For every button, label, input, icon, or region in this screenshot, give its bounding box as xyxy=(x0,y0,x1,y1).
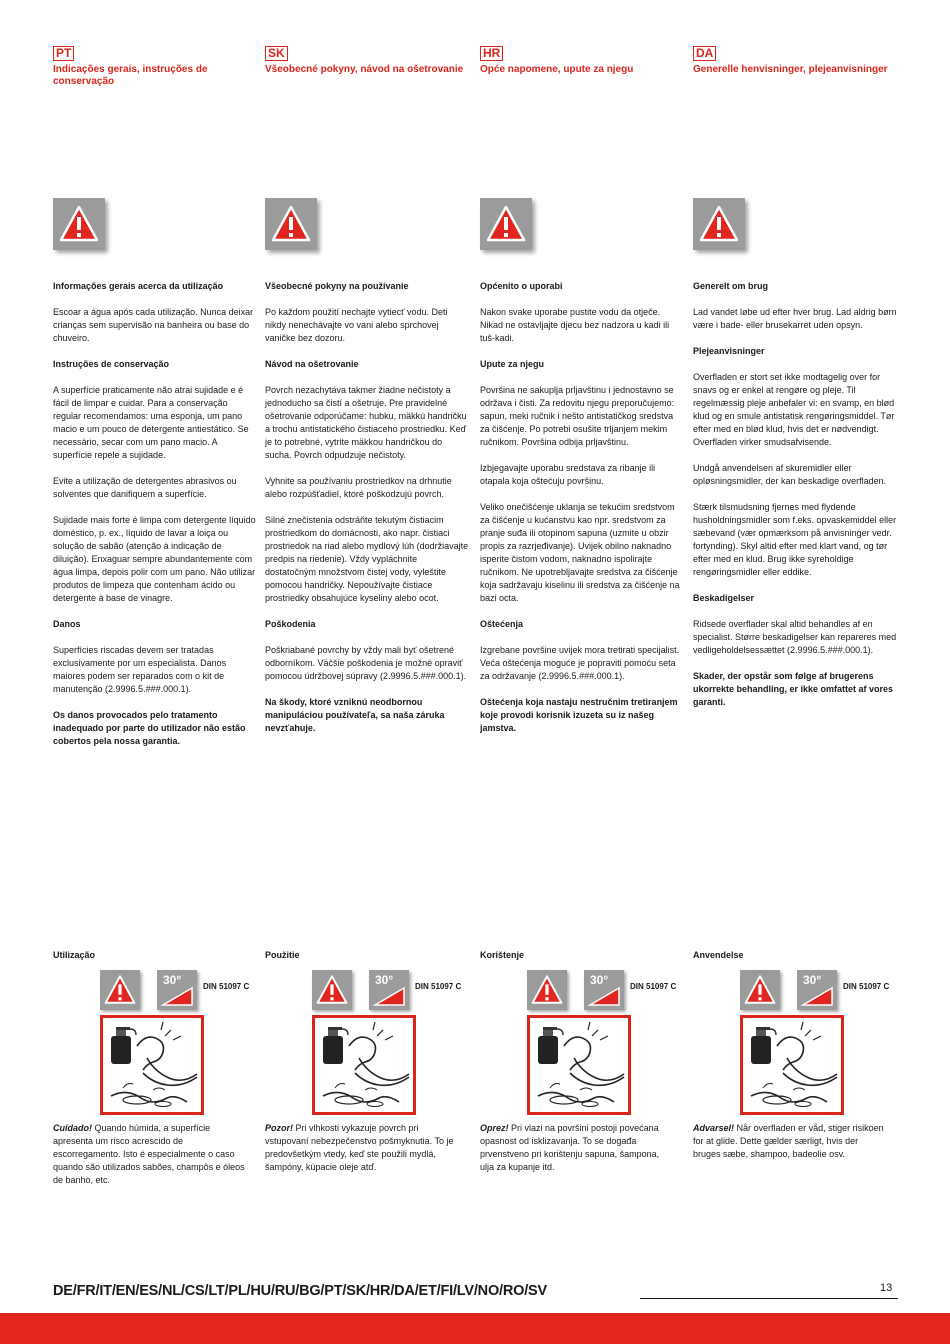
warranty-note: Os danos provocados pelo tratamento inadequado por parte do utilizador não estão cobertos pela nossa garantia. xyxy=(53,710,246,746)
language-code-badge: SK xyxy=(265,46,288,61)
section-title: Indicações gerais, instruções de conservação xyxy=(53,64,208,87)
din-standard-label: DIN 51097 C xyxy=(630,982,677,991)
care-text-1: Površina ne sakuplja prljavštinu i jednostavno se održava i čisti. Za redovitu njegu preporučujemo: sapun, meki ručnik i nešto antistatičkog sredstva za čišćenje. Po potrebi osušite trljanjem mekim ručnikom. Površina odbija prljavštinu. xyxy=(480,385,675,447)
language-column-pt xyxy=(53,0,256,1200)
usage-text: Escoar a água após cada utilização. Nunca deixar crianças sem supervisão na banheira ou base do chuveiro. xyxy=(53,307,254,343)
temperature-ramp-icon xyxy=(584,970,624,1010)
damage-heading: Beskadigelser xyxy=(693,593,755,603)
application-title: Použitie xyxy=(265,950,300,960)
care-heading: Instruções de conservação xyxy=(53,359,170,369)
caution-word: Advarsel! xyxy=(693,1123,735,1133)
care-text-3: Stærk tilsmudsning fjernes med flydende husholdningsmidler som f.eks. opvaskemiddel eller sæbevand (vær opmærksom på anvisninger vedr. fortynding). Skyl altid efter med klart vand, og tør efter med en klud. Brug ikke syreholdige rengøringsmidler eller eddike. xyxy=(693,502,897,577)
slip-caution xyxy=(265,1122,460,1174)
damage-heading: Oštećenja xyxy=(480,619,524,629)
care-text-3: Veliko onečišćenje uklanja se tekućim sredstvom za čišćenje u kućanstvu kao npr. sredstvom za pranje suđa ili otopinom sapuna (uzmite u obzir propis za razrjeđivanje). Uvijek obilno naknadno isperite čistom vodom, naknadno ispolirajte ručnikom. Ne upotrebljavajte sredstva za čišćenje koja sadržavaju kiselinu ili sredstva za čišćenje na bazi octa. xyxy=(480,502,680,603)
language-code-badge: PT xyxy=(53,46,74,61)
care-text-1: Overfladen er stort set ikke modtagelig over for snavs og er enkel at rengøre og pleje. Til regelmæssig pleje anbefaler vi: en svamp, en blød klud og en smule antistatisk rengøringsmiddel. Tør efter med en blød klud, hvis det er nødvendigt. Overfladen virker smudsafvisende. xyxy=(693,372,895,447)
care-heading: Upute za njegu xyxy=(480,359,545,369)
damage-text: Poškriabané povrchy by vždy mali byť ošetrené odborníkom. Väčšie poškodenia je možné opraviť pomocou údržbovej súpravy (2.9996.5.###.000.1). xyxy=(265,645,467,681)
caution-word: Cuidado! xyxy=(53,1123,92,1133)
temperature-ramp-icon xyxy=(369,970,409,1010)
language-column-hr xyxy=(480,0,680,1200)
application-title: Anvendelse xyxy=(693,950,744,960)
safety-icons xyxy=(53,970,250,1010)
damage-text: Izgrebane površine uvijek mora tretirati specijalist. Veća oštećenja moguće je popraviti pomoću seta za održavanje (2.9996.5.###.000.1). xyxy=(480,645,680,681)
din-standard-label: DIN 51097 C xyxy=(203,982,250,991)
language-column-da xyxy=(693,0,897,1200)
warning-icon xyxy=(265,198,317,250)
slippery-surface-illustration xyxy=(527,1015,631,1115)
care-text-2: Undgå anvendelsen af skuremidler eller opløsningsmidler, der kan beskadige overfladen. xyxy=(693,463,887,486)
caution-word: Pozor! xyxy=(265,1123,293,1133)
safety-icons xyxy=(480,970,677,1010)
care-text-2: Vyhnite sa používaniu prostriedkov na drhnutie alebo rozpúšťadiel, ktoré poškodzujú povrch. xyxy=(265,476,452,499)
section-title: Generelle henvisninger, plejeanvisninger xyxy=(693,64,888,75)
safety-icons xyxy=(265,970,462,1010)
caution-text: Quando húmida, a superfície apresenta um risco acrescido de escorregamento. Isto é especialmente o caso quando são utilizados sabões, champôs e óleos de banho, etc. xyxy=(53,1123,245,1185)
section-title: Opće napomene, upute za njegu xyxy=(480,64,634,75)
din-standard-label: DIN 51097 C xyxy=(415,982,462,991)
usage-heading: Generelt om brug xyxy=(693,281,769,291)
temperature-label: 30° xyxy=(375,973,394,987)
application-title: Utilização xyxy=(53,950,96,960)
temperature-label: 30° xyxy=(803,973,822,987)
language-column-sk xyxy=(265,0,469,1200)
warranty-note: Na škody, ktoré vzniknú neodbornou manipuláciou používateľa, sa naša záruka nevzťahuje. xyxy=(265,697,445,733)
damage-text: Superfícies riscadas devem ser tratadas exclusivamente por um especialista. Danos maiores podem ser reparados com o kit de manutenção (2.9996.5.###.000.1). xyxy=(53,645,227,694)
care-text-3: Silné znečistenia odstráňte tekutým čistiacim prostriedkom do domácnosti, ako napr. čistiaci prostriedok na riad alebo mydlový lúh (dodržiavajte predpis na riedenie). Vždy vypláchnite dostatočným množstvom čistej vody, vyleštite pomocou handričky. Nepoužívajte čistiace prostriedky obsahujúce kyseliny alebo ocot. xyxy=(265,515,469,603)
footer-rule xyxy=(640,1298,898,1299)
slip-caution xyxy=(53,1122,248,1187)
caution-text: Når overfladen er våd, stiger risikoen for at glide. Dette gælder særligt, hvis der bruges sæbe, shampoo, badeolie osv. xyxy=(693,1123,884,1159)
language-code-badge: DA xyxy=(693,46,716,61)
slip-caution xyxy=(480,1122,675,1174)
usage-text: Lad vandet løbe ud efter hver brug. Lad aldrig børn være i bade- eller brusekarret uden opsyn. xyxy=(693,307,897,330)
slip-warning-icon xyxy=(740,970,780,1010)
footer-language-list: DE/FR/IT/EN/ES/NL/CS/LT/PL/HU/RU/BG/PT/SK/HR/DA/ET/FI/LV/NO/RO/SV xyxy=(53,1283,547,1299)
warning-icon xyxy=(693,198,745,250)
slip-warning-icon xyxy=(100,970,140,1010)
usage-heading: Informações gerais acerca da utilização xyxy=(53,281,224,291)
caution-text: Pri vlhkosti vykazuje povrch pri vstupovaní nebezpečenstvo pošmyknutia. To je predovšetkým vtedy, keď ste použili mydlá, šampóny, kúpacie oleje atď. xyxy=(265,1123,454,1172)
slippery-surface-illustration xyxy=(100,1015,204,1115)
damage-heading: Poškodenia xyxy=(265,619,316,629)
slippery-surface-illustration xyxy=(312,1015,416,1115)
care-text-3: Sujidade mais forte é limpa com detergente líquido doméstico, p. ex., líquido de lavar a loiça ou solução de sabão (atenção à indicação de diluição). Enxaguar sempre abundantemente com água limpa, depois polir com um pano. Não utilizar produtos de limpeza que contenham ácido ou detergente à base de vinagre. xyxy=(53,515,256,603)
temperature-ramp-icon xyxy=(797,970,837,1010)
slip-warning-icon xyxy=(527,970,567,1010)
damage-text: Ridsede overflader skal altid behandles af en specialist. Større beskadigelser kan repareres med vedligeholdelsessættet (2.9996.5.###.000.1). xyxy=(693,619,897,655)
din-standard-label: DIN 51097 C xyxy=(843,982,890,991)
instructions-body xyxy=(53,280,258,761)
temperature-label: 30° xyxy=(590,973,609,987)
care-text-2: Evite a utilização de detergentes abrasivos ou solventes que danifiquem a superfície. xyxy=(53,476,237,499)
care-text-1: Povrch nezachytáva takmer žiadne nečistoty a jednoducho sa čistí a ošetruje. Pre pravidelné ošetrovanie odporúčame: hubku, mäkkú handričku a trochu antistatického čistiaceho prostriedku. Keď je to potrebné, vytrite mäkkou handričkou do sucha. Povrch odpudzuje nečistoty. xyxy=(265,385,467,460)
usage-heading: Općenito o uporabi xyxy=(480,281,563,291)
usage-heading: Všeobecné pokyny na používanie xyxy=(265,281,409,291)
usage-text: Nakon svake uporabe pustite vodu da otječe. Nikad ne ostavljajte djecu bez nadzora u kadi ili tuš-kadi. xyxy=(480,307,670,343)
slip-warning-icon xyxy=(312,970,352,1010)
language-code-badge: HR xyxy=(480,46,503,61)
application-title: Korištenje xyxy=(480,950,525,960)
slip-caution xyxy=(693,1122,888,1161)
care-text-1: A superfície praticamente não atrai sujidade e é fácil de limpar e cuidar. Para a conservação regular recomendamos: uma esponja, um pano macio e um pouco de detergente antiestático. Se necessário, secar com um pano macio. A superfície repele a sujidade. xyxy=(53,385,249,460)
instructions-body xyxy=(265,280,470,748)
caution-word: Oprez! xyxy=(480,1123,509,1133)
care-text-2: Izbjegavajte uporabu sredstava za ribanje ili otapala koja oštećuju površinu. xyxy=(480,463,656,486)
section-title: Všeobecné pokyny, návod na ošetrovanie xyxy=(265,64,464,75)
temperature-label: 30° xyxy=(163,973,182,987)
care-heading: Návod na ošetrovanie xyxy=(265,359,359,369)
safety-icons xyxy=(693,970,890,1010)
care-heading: Plejeanvisninger xyxy=(693,346,765,356)
warranty-note: Oštećenja koja nastaju nestručnim tretiranjem koje provodi korisnik izuzeta su iz našeg jamstva. xyxy=(480,697,678,733)
warranty-note: Skader, der opstår som følge af brugerens ukorrekte behandling, er ikke omfattet af vores garanti. xyxy=(693,671,894,707)
temperature-ramp-icon xyxy=(157,970,197,1010)
damage-heading: Danos xyxy=(53,619,81,629)
usage-text: Po každom použití nechajte vytiecť vodu. Deti nikdy nenechávajte vo vani alebo sprchovej vaničke bez dozoru. xyxy=(265,307,448,343)
warning-icon xyxy=(480,198,532,250)
caution-text: Pri vlazi na površini postoji povećana opasnost od isklizavanja. To se događa prvenstveno pri korištenju sapuna, šampona, ulja za kupanje itd. xyxy=(480,1123,660,1172)
page-number: 13 xyxy=(880,1282,893,1294)
instructions-body xyxy=(480,280,685,748)
footer-bar xyxy=(0,1313,950,1344)
warning-icon xyxy=(53,198,105,250)
instructions-body xyxy=(693,280,898,722)
slippery-surface-illustration xyxy=(740,1015,844,1115)
